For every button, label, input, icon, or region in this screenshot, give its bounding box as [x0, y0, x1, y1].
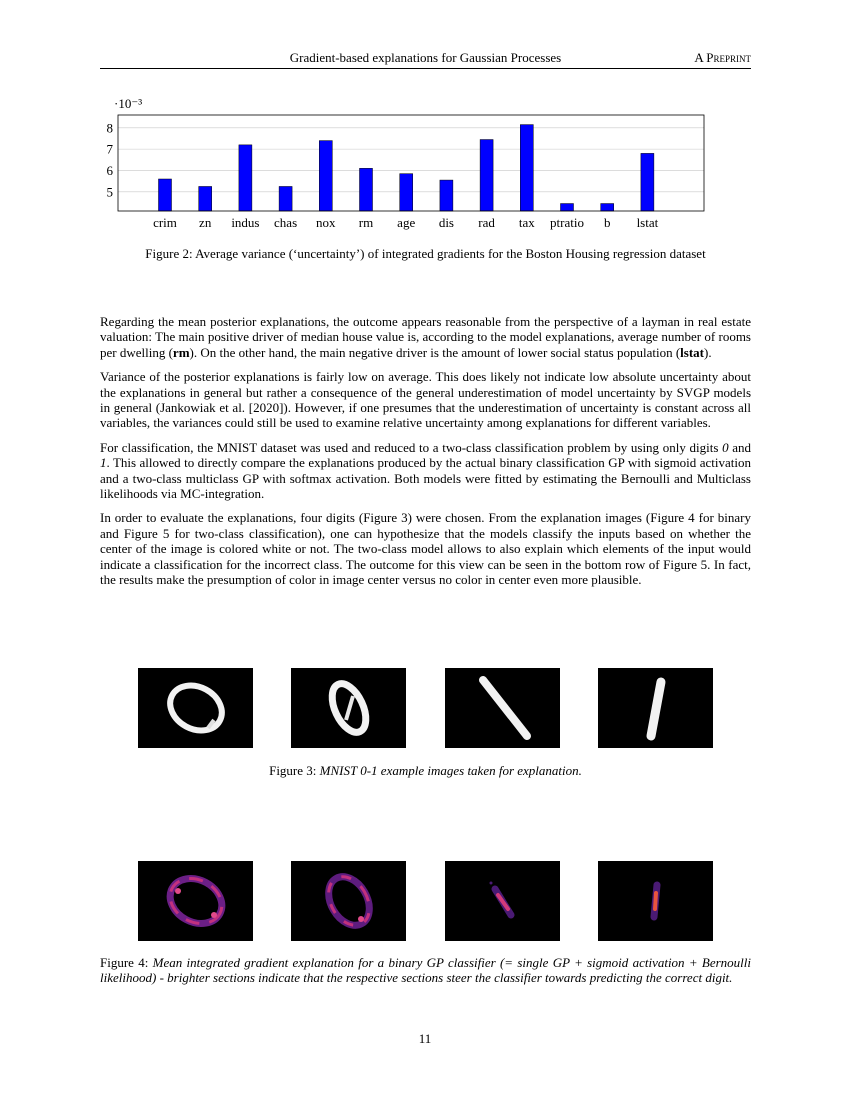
bar-rad	[480, 140, 493, 211]
explanation-heatmap-one-b	[598, 861, 713, 941]
x-tick-label-chas: chas	[274, 215, 298, 230]
paragraph-1: Regarding the mean posterior explanations, the outcome appears reasonable from the perspective of a layman in real estate valuation: The main positive driver of median house value is, according to the model explanations, average number of rooms per dwelling (rm). On the other hand, the main negative driver is the amount of lower social status population (lstat).	[100, 314, 751, 360]
running-header	[100, 50, 751, 69]
x-tick-label-b: b	[603, 215, 611, 230]
x-tick-label-nox: nox	[316, 215, 336, 230]
x-tick-label-tax: tax	[518, 215, 535, 230]
figure-4-images	[138, 861, 713, 941]
x-tick-label-dis: dis	[438, 215, 454, 230]
y-scale-label: ·10⁻³	[114, 96, 143, 111]
y-tick-label: 6	[106, 162, 113, 178]
x-tick-label-lstat: lstat	[636, 215, 659, 230]
term-rm: rm	[172, 344, 190, 360]
digit-zero: 0	[722, 439, 729, 455]
figure-3-images	[138, 668, 713, 748]
term-lstat: lstat	[680, 344, 704, 360]
x-tick-label-rm: rm	[358, 215, 374, 230]
bar-rm	[360, 168, 373, 211]
paragraph-2: Variance of the posterior explanations is fairly low on average. This does likely not indicate low absolute uncertainty about the explanations in general but rather a consequence of the general underestimation of model uncertainty by SVGP models in general (Jankowiak et al. [2020]). However, if one presumes that the underestimation of uncertainty is constant across all variables, the variances could still be used to examine relative uncertainty among explanations for different variables.	[100, 369, 751, 431]
body-text	[100, 314, 751, 597]
mnist-digit-zero-a	[138, 668, 253, 748]
y-tick-label: 5	[106, 184, 113, 200]
bar-age	[400, 174, 413, 211]
bar-nox	[319, 141, 332, 211]
bar-lstat	[641, 153, 654, 211]
figure-2-chart	[100, 95, 720, 235]
bar-chas	[279, 186, 292, 211]
x-tick-label-zn: zn	[199, 215, 212, 230]
bar-indus	[239, 145, 252, 211]
bar-crim	[159, 179, 172, 211]
x-tick-label-rad: rad	[478, 215, 495, 230]
mnist-digit-one-b	[598, 668, 713, 748]
mnist-digit-one-a	[445, 668, 560, 748]
x-tick-label-age: age	[397, 215, 416, 230]
figure-3-caption: Figure 3: MNIST 0-1 example images taken for explanation.	[269, 763, 582, 778]
y-tick-label: 7	[106, 141, 113, 157]
x-tick-label-indus: indus	[231, 215, 260, 230]
header-tag: A Preprint	[694, 50, 751, 65]
explanation-heatmap-zero-a	[138, 861, 253, 941]
explanation-heatmap-zero-b	[291, 861, 406, 941]
mnist-digit-zero-b	[291, 668, 406, 748]
x-tick-label-ptratio: ptratio	[550, 215, 584, 230]
bar-chart-svg	[100, 95, 720, 235]
paragraph-3: For classification, the MNIST dataset was used and reduced to a two-class classification problem by using only digits 0 and 1. This allowed to directly compare the explanations produced by the actual binary classification GP with sigmoid activation and a two-class multiclass GP with softmax activation. Both models were fitted by estimating the Bernoulli and Multiclass likelihoods via MC-integration.	[100, 439, 751, 502]
digit-one: 1	[100, 455, 107, 471]
y-tick-label: 8	[106, 120, 113, 136]
bar-zn	[199, 186, 212, 211]
bar-dis	[440, 180, 453, 211]
explanation-heatmap-one-a	[445, 861, 560, 941]
bar-ptratio	[561, 204, 574, 211]
bar-b	[601, 204, 614, 211]
x-tick-label-crim: crim	[153, 215, 177, 230]
bar-tax	[520, 125, 533, 211]
paragraph-4: In order to evaluate the explanations, four digits (Figure 3) were chosen. From the explanation images (Figure 4 for binary and Figure 5 for two-class classification), one can hypothesize that the models classify the inputs based on whether the center of the image is colored white or not. The two-class model allows to also explain which elements of the input would indicate a classification for the incorrect class. The outcome for this view can be seen in the bottom row of Figure 5. In fact, the results make the presumption of color in image center versus no color in center even more plausible.	[100, 510, 751, 588]
page-number: 11	[418, 1031, 432, 1046]
figure-4-caption: Figure 4: Mean integrated gradient explanation for a binary GP classifier (= single GP + sigmoid activation + Bernoulli likelihood) - brighter sections indicate that the respective sections steer the classifier towards predicting the correct digit.	[100, 955, 752, 985]
figure-2-caption: Figure 2: Average variance (‘uncertainty’) of integrated gradients for the Boston Housing regression dataset	[145, 246, 706, 261]
header-title: Gradient-based explanations for Gaussian Processes	[289, 50, 562, 65]
